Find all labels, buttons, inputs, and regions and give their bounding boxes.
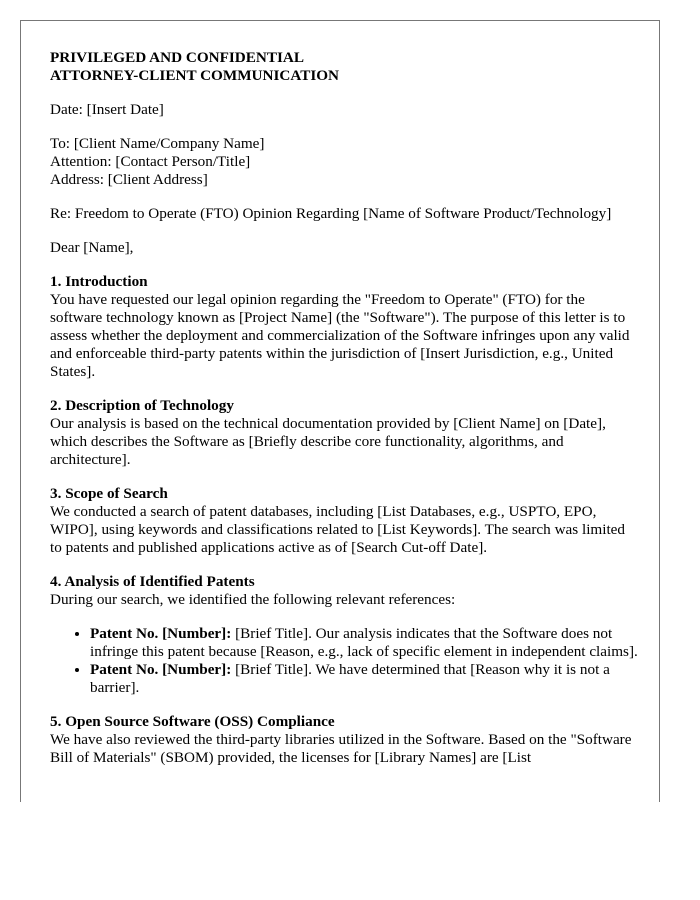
recipient-block <box>50 135 640 189</box>
list-item <box>90 661 640 697</box>
patent-number-label: Patent No. [Number]: <box>90 661 232 678</box>
section-title: 3. Scope of Search <box>50 485 168 502</box>
letter-content <box>50 49 640 783</box>
section-title: 2. Description of Technology <box>50 397 234 414</box>
section-analysis <box>50 573 640 697</box>
letter-date: Date: [Insert Date] <box>50 101 164 118</box>
letter-page <box>20 20 660 802</box>
subject-line: Re: Freedom to Operate (FTO) Opinion Regarding [Name of Software Product/Technology] <box>50 205 612 222</box>
header-line-2: ATTORNEY-CLIENT COMMUNICATION <box>50 67 340 84</box>
section-introduction <box>50 273 640 381</box>
section-body: You have requested our legal opinion regarding the "Freedom to Operate" (FTO) for the software technology known as [Project Name] (the "Software"). The purpose of this letter is to assess whether the deployment and commercialization of the Software infringes upon any valid and enforceable third-party patents within the jurisdiction of [Insert Jurisdiction, e.g., United States]. <box>50 291 630 380</box>
salutation: Dear [Name], <box>50 239 134 256</box>
section-body: We have also reviewed the third-party libraries utilized in the Software. Based on the "Software Bill of Materials" (SBOM) provided, the licenses for [Library Names] are [List <box>50 731 632 766</box>
patent-list <box>50 625 640 697</box>
section-oss <box>50 713 640 767</box>
header-line-1: PRIVILEGED AND CONFIDENTIAL <box>50 49 305 66</box>
recipient-address: Address: [Client Address] <box>50 171 208 188</box>
patent-description: [Brief Title]. Our analysis indicates that the Software does not infringe this patent because [Reason, e.g., lack of specific element in independent claims]. <box>90 625 638 660</box>
section-scope <box>50 485 640 557</box>
section-title: 4. Analysis of Identified Patents <box>50 573 255 590</box>
section-title: 1. Introduction <box>50 273 148 290</box>
recipient-to: To: [Client Name/Company Name] <box>50 135 265 152</box>
section-description <box>50 397 640 469</box>
patent-number-label: Patent No. [Number]: <box>90 625 232 642</box>
recipient-attention: Attention: [Contact Person/Title] <box>50 153 251 170</box>
section-body: We conducted a search of patent databases, including [List Databases, e.g., USPTO, EPO, WIPO], using keywords and classifications related to [List Keywords]. The search was limited to patents and published applications active as of [Search Cut-off Date]. <box>50 503 626 556</box>
section-body: Our analysis is based on the technical documentation provided by [Client Name] on [Date], which describes the Software as [Briefly describe core functionality, algorithms, and architecture]. <box>50 415 606 468</box>
section-body: During our search, we identified the following relevant references: <box>50 591 456 608</box>
section-title: 5. Open Source Software (OSS) Compliance <box>50 713 335 730</box>
confidential-header <box>50 49 640 85</box>
list-item <box>90 625 640 661</box>
patent-description: [Brief Title]. We have determined that [Reason why it is not a barrier]. <box>90 661 610 696</box>
